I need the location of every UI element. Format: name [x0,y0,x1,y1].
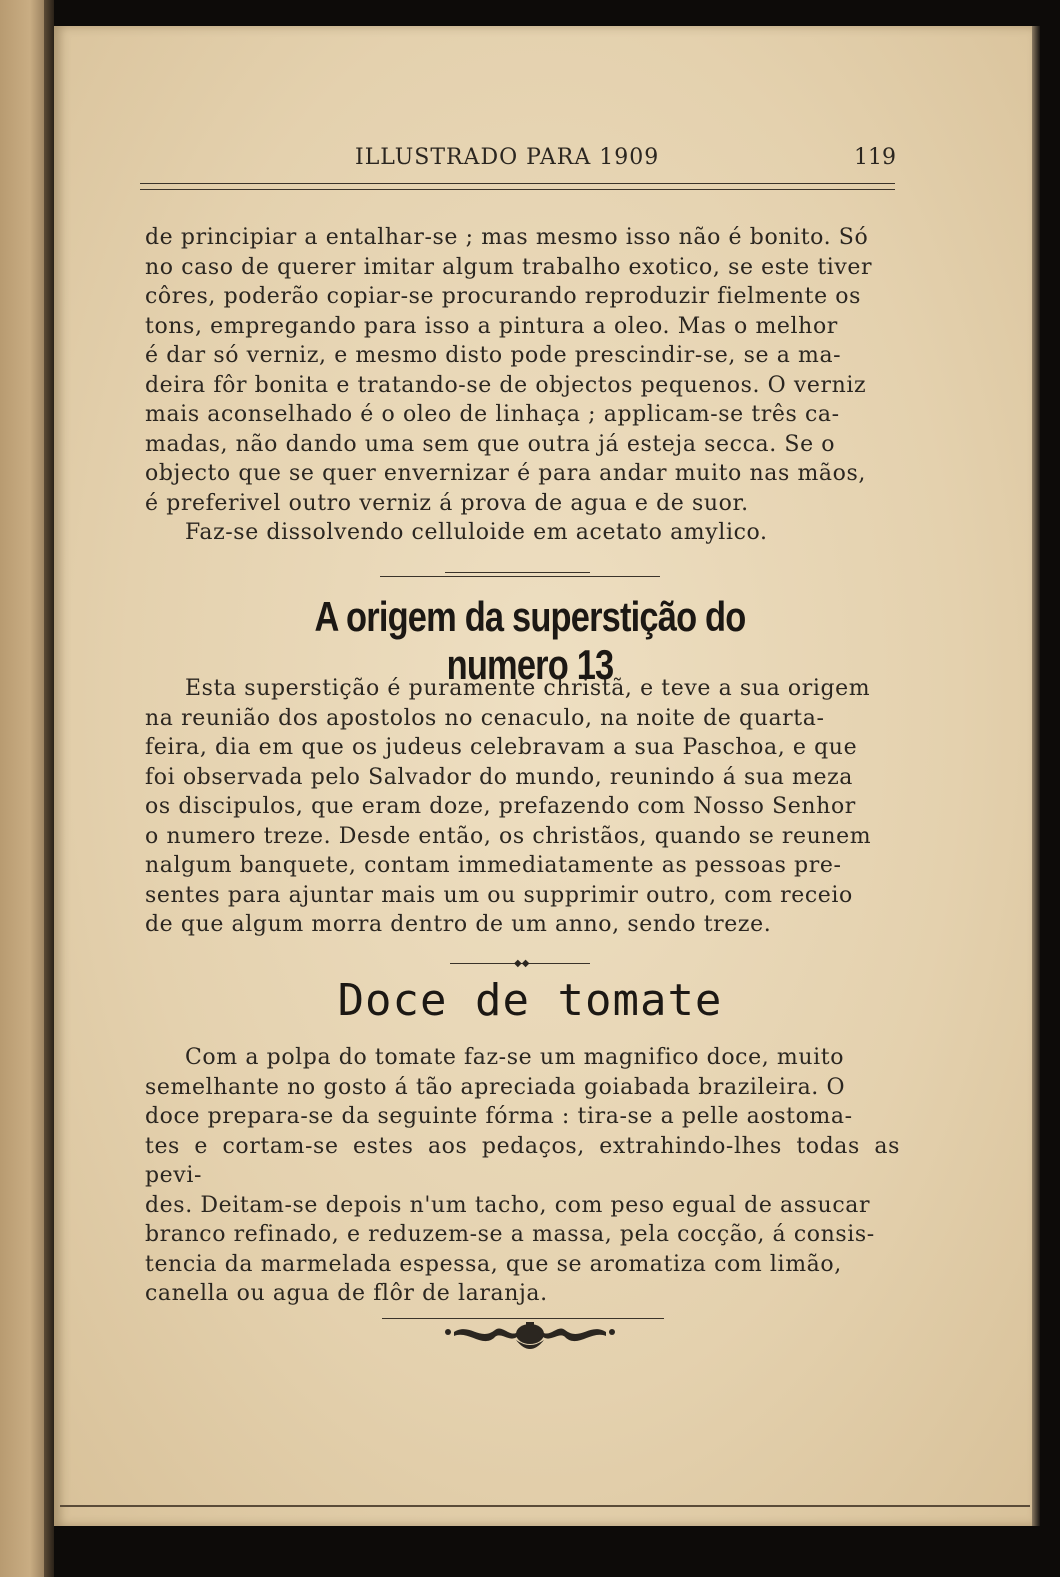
paragraph-line: mais aconselhado é o oleo de linhaça ; applicam-se três ca- [145,402,840,427]
paragraph-line: feira, dia em que os judeus celebravam a sua Paschoa, e que [145,735,858,760]
paragraph-line: no caso de querer imitar algum trabalho exotico, se este tiver [145,254,873,280]
heading-superstition: A origem da superstição do numero 13 [314,593,746,688]
page-right-edge [1032,26,1040,1526]
header-double-rule [140,183,895,190]
paragraph-line: semelhante no gosto á tão apreciada goiabada brazileira. O [145,1074,846,1100]
paragraph-line: Com a polpa do tomate faz-se um magnifico doce, muito [185,1045,845,1070]
floral-tailpiece-icon [440,1320,620,1360]
paragraph-line: Esta superstição é puramente christã, e teve a sua origem [185,676,871,701]
paragraph-line: tencia da marmelada espessa, que se aromatiza com limão, [145,1251,842,1277]
paragraph-line: de que algum morra dentro de um anno, sendo treze. [145,912,772,937]
paragraph-line: é dar só verniz, e mesmo disto pode prescindir-se, se a ma- [145,343,842,368]
paragraph-line: objecto que se quer envernizar é para andar muito nas mãos, [145,461,866,486]
paragraph-line: madas, não dando uma sem que outra já esteja secca. Se o [145,431,836,457]
section-divider [382,1318,664,1319]
page-bottom-edge [60,1505,1030,1507]
paragraph-line: canella ou agua de flôr de laranja. [145,1281,548,1306]
section-divider [445,572,590,573]
paragraph-line: o numero treze. Desde então, os christãos, quando se reunem [145,823,872,849]
paragraph-line: doce prepara-se da seguinte fórma : tira-se a pelle aostoma- [145,1104,853,1129]
paragraph-line: tes e cortam-se estes aos pedaços, extrahindo-lhes todas as pevi- [145,1133,900,1188]
paragraph-line: os discipulos, que eram doze, prefazendo com Nosso Senhor [145,794,856,819]
section-divider [380,576,660,577]
book-gutter [44,0,54,1577]
paragraph-line: côres, poderão copiar-se procurando reproduzir fielmente os [145,284,862,309]
divider-ornament-icon: ◆◆ [514,958,530,969]
heading-tomato-sweet: Doce de tomate [337,975,723,1026]
paragraph-line: é preferivel outro verniz á prova de agua e de suor. [145,490,749,516]
facing-page-edge [0,0,50,1577]
running-header [145,145,900,179]
page-number: 119 [854,145,896,170]
paragraph-line: nalgum banquete, contam immediatamente as pessoas pre- [145,853,842,878]
paragraph-line: Faz-se dissolvendo celluloide em acetato amylico. [185,520,768,545]
paragraph-line: de principiar a entalhar-se ; mas mesmo isso não é bonito. Só [145,225,869,250]
paragraph-tomato [145,1043,900,1309]
paragraph-line: deira fôr bonita e tratando-se de objectos pequenos. O verniz [145,372,867,398]
paragraph-line: foi observada pelo Salvador do mundo, reunindo á sua meza [145,764,853,790]
paragraph-superstition [145,674,900,940]
paragraph-line: des. Deitam-se depois n'um tacho, com peso egual de assucar [145,1192,871,1218]
paragraph-line: na reunião dos apostolos no cenaculo, na noite de quarta- [145,705,825,731]
running-title: ILLUSTRADO PARA 1909 [355,145,660,170]
paragraph-varnish [145,223,900,548]
paragraph-line: sentes para ajuntar mais um ou supprimir outro, com receio [145,882,853,908]
paragraph-line: tons, empregando para isso a pintura a oleo. Mas o melhor [145,313,838,339]
paragraph-line: branco refinado, e reduzem-se a massa, pela cocção, á consis- [145,1222,875,1247]
